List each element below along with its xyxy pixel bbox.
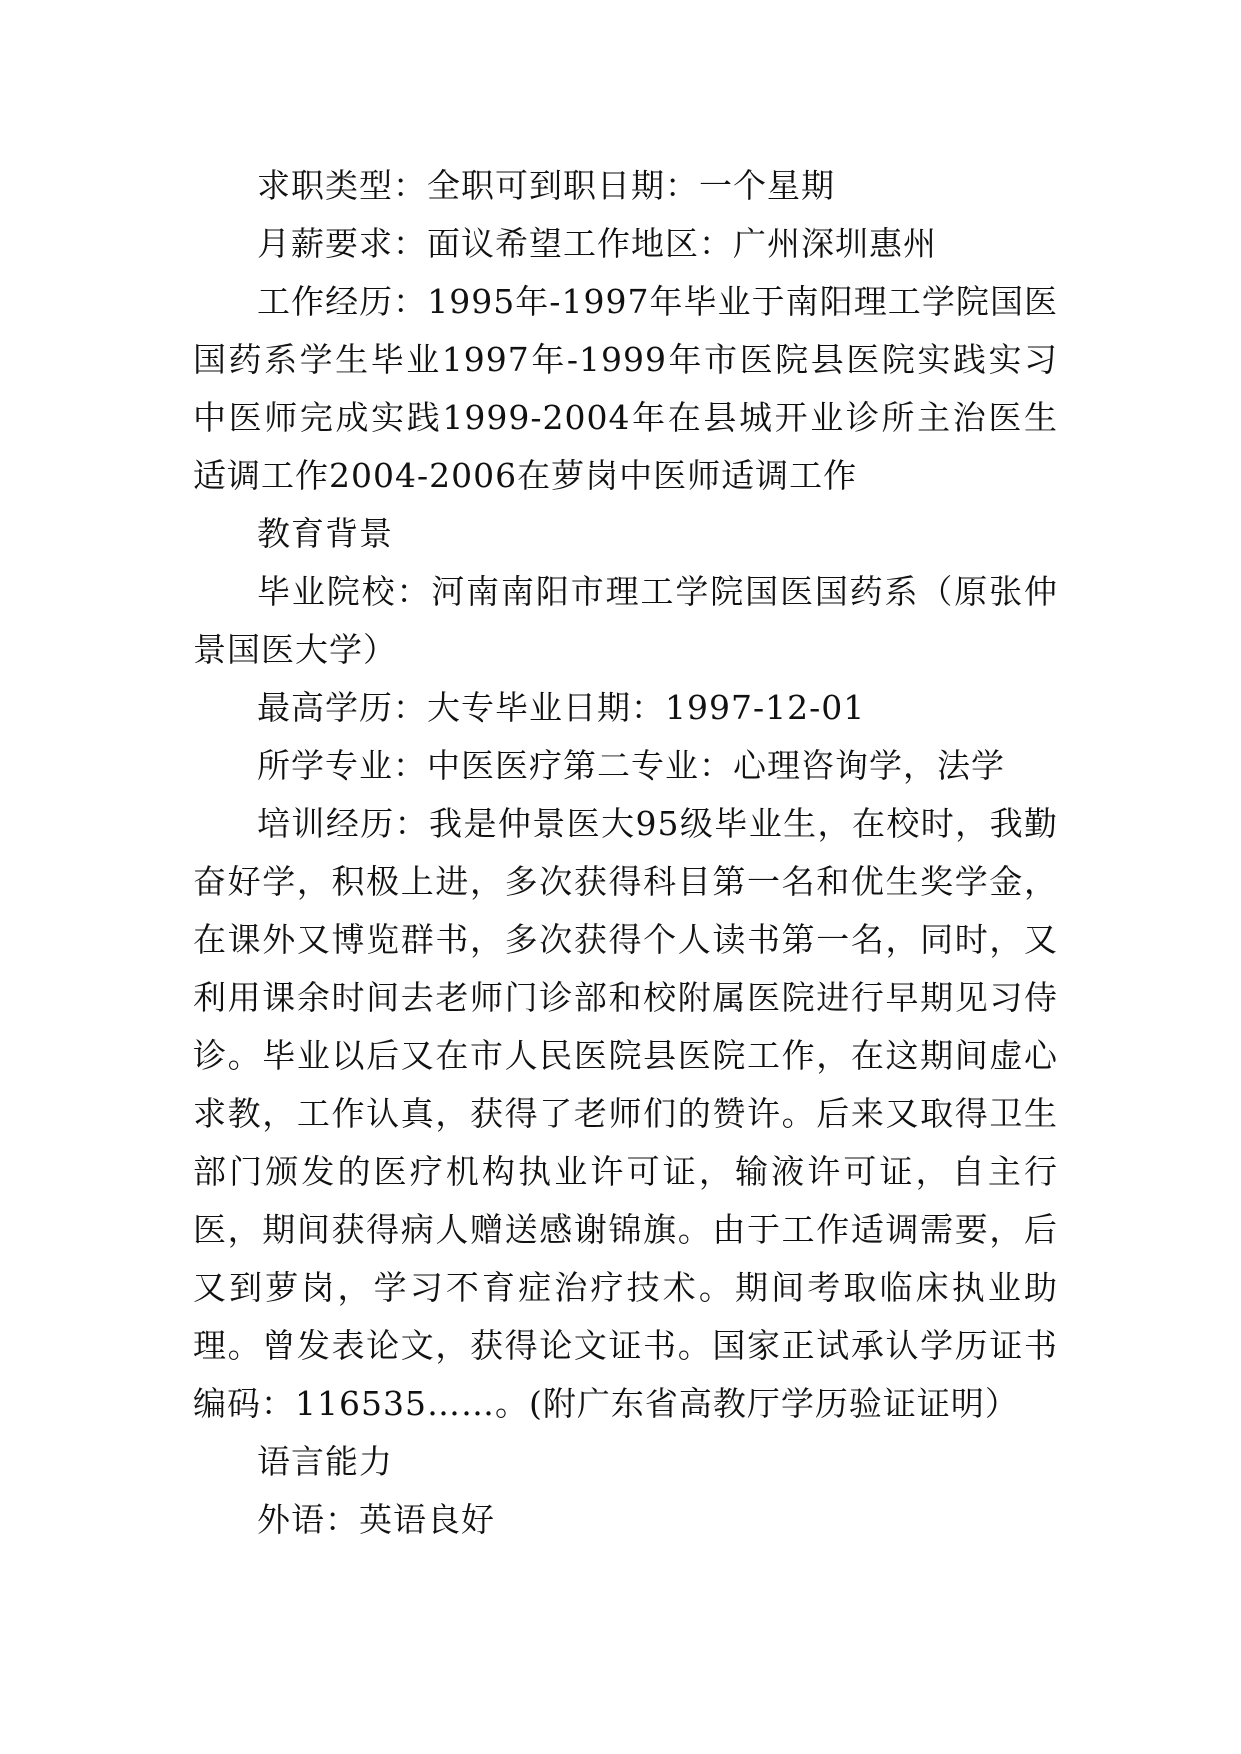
training-paragraph: 培训经历：我是仲景医大95级毕业生，在校时，我勤奋好学，积极上进，多次获得科目第一名和优生奖学金，在课外又博览群书，多次获得个人读书第一名，同时，又利用课余时间去老师门诊部和校附属医院进行早期见习侍诊。毕业以后又在市人民医院县医院工作，在这期间虚心求教，工作认真，获得了老师们的赞许。后来又取得卫生部门颁发的医疗机构执业许可证，输液许可证，自主行医，期间获得病人赠送感谢锦旗。由于工作适调需要，后又到萝岗，学习不育症治疗技术。期间考取临床执业助理。曾发表论文，获得论文证书。国家正试承认学历证书编码：116535……。(附广东省高教厅学历验证证明） [193,804,1058,1423]
salary-line: 月薪要求：面议希望工作地区：广州深圳惠州 [257,224,937,263]
education-heading: 教育背景 [257,514,393,553]
foreign-language-line: 外语：英语良好 [257,1500,495,1539]
school-line: 毕业院校：河南南阳市理工学院国医国药系（原张仲景国医大学） [193,572,1058,669]
language-heading: 语言能力 [257,1442,393,1481]
degree-line: 最高学历：大专毕业日期：1997-12-01 [257,688,866,727]
document-body [193,157,1058,1549]
work-experience-paragraph: 工作经历：1995年-1997年毕业于南阳理工学院国医国药系学生毕业1997年-1999年市医院县医院实践实习中医师完成实践1999-2004年在县城开业诊所主治医生适调工作2004-2006在萝岗中医师适调工作 [193,282,1058,495]
job-type-line: 求职类型：全职可到职日期：一个星期 [257,166,835,205]
major-line: 所学专业：中医医疗第二专业：心理咨询学，法学 [257,746,1005,785]
